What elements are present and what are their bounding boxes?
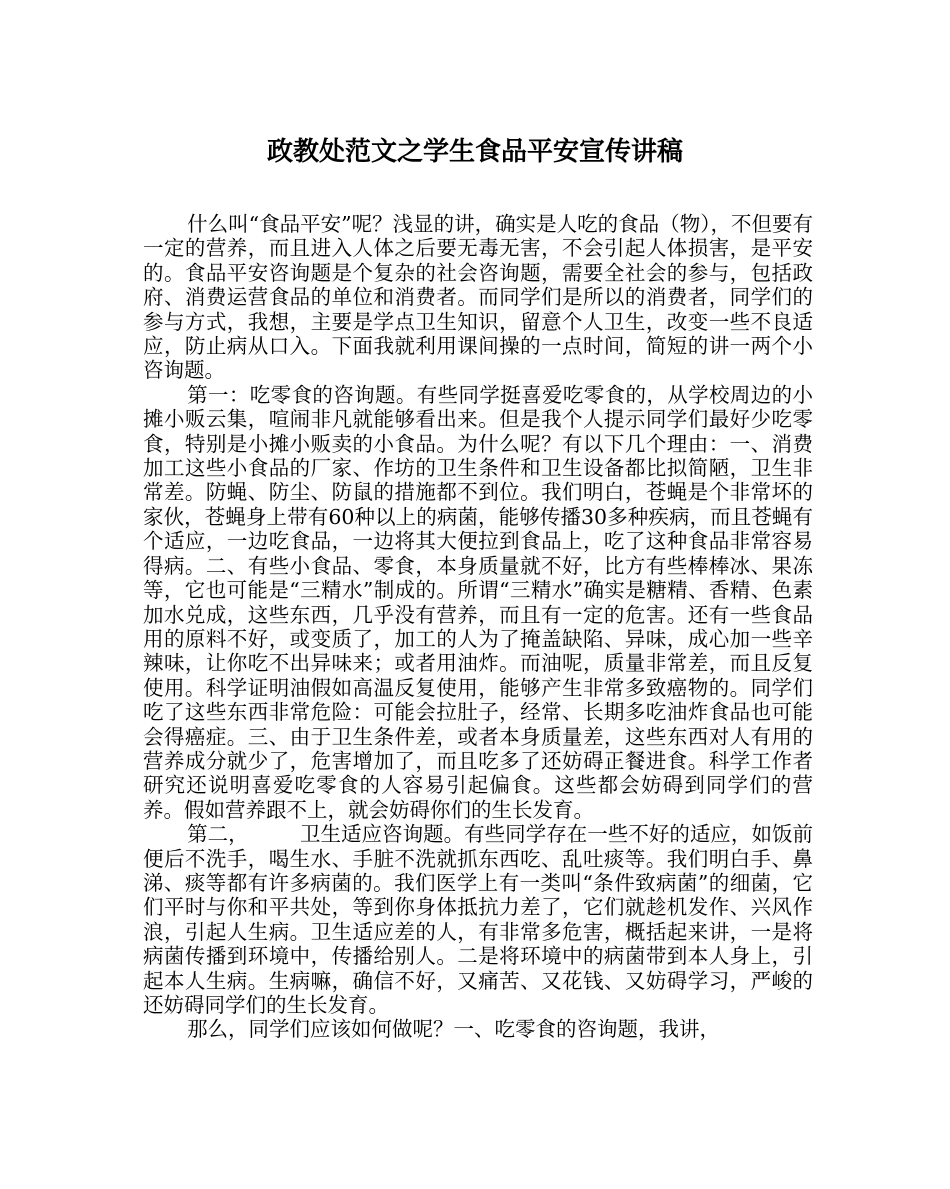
paragraph-what-to-do: 那么，同学们应该如何做呢？一、吃零食的咨询题，我讲， — [187, 1017, 721, 1042]
document-title: 政教处范文之学生食品平安宣传讲稿 — [266, 137, 683, 167]
document-body — [143, 212, 813, 1042]
paragraph-snacks: 第一：吃零食的咨询题。有些同学挺喜爱吃零食的，从学校周边的小摊小贩云集，喧闹非凡就能够看出来。但是我个人提示同学们最好少吃零食，特别是小摊小贩卖的小食品。为什么呢？有以下几个理由：一、消费加工这些小食品的厂家、作坊的卫生条件和卫生设备都比拟简陋，卫生非常差。防蝇、防尘、防鼠的措施都不到位。我们明白，苍蝇是个非常坏的家伙，苍蝇身上带有60种以上的病菌，能够传播30多种疾病，而且苍蝇有个适应，一边吃食品，一边将其大便拉到食品上，吃了这种食品非常容易得病。二、有些小食品、零食，本身质量就不好，比方有些棒棒冰、果冻等，它也可能是“三精水”制成的。所谓“三精水”确实是糖精、香精、色素加水兑成，这些东西，几乎没有营养，而且有一定的危害。还有一些食品用的原料不好，或变质了，加工的人为了掩盖缺陷、异味，成心加一些辛辣味，让你吃不出异味来；或者用油炸。而油呢，质量非常差，而且反复使用。科学证明油假如高温反复使用，能够产生非常多致癌物的。同学们吃了这些东西非常危险：可能会拉肚子，经常、长期多吃油炸食品也可能会得癌症。三、由于卫生条件差，或者本身质量差，这些东西对人有用的营养成分就少了，危害增加了，而且吃多了还妨碍正餐进食。科学工作者研究还说明喜爱吃零食的人容易引起偏食。这些都会妨碍到同学们的营养。假如营养跟不上，就会妨碍你们的生长发育。 — [143, 382, 813, 822]
paragraph-intro: 什么叫“食品平安”呢？浅显的讲，确实是人吃的食品（物），不但要有一定的营养，而且进入人体之后要无毒无害，不会引起人体损害，是平安的。食品平安咨询题是个复杂的社会咨询题，需要全社会的参与，包括政府、消费运营食品的单位和消费者。而同学们是所以的消费者，同学们的参与方式，我想，主要是学点卫生知识，留意个人卫生，改变一些不良适应，防止病从口入。下面我就利用课间操的一点时间，简短的讲一两个小咨询题。 — [143, 212, 813, 383]
paragraph-hygiene: 第二， 卫生适应咨询题。有些同学存在一些不好的适应，如饭前便后不洗手，喝生水、手脏不洗就抓东西吃、乱吐痰等。我们明白手、鼻涕、痰等都有许多病菌的。我们医学上有一类叫“条件致病菌”的细菌，它们平时与你和平共处，等到你身体抵抗力差了，它们就趁机发作、兴风作浪，引起人生病。卫生适应差的人，有非常多危害，概括起来讲，一是将病菌传播到环境中，传播给别人。二是将环境中的病菌带到本人身上，引起本人生病。生病嘛，确信不好，又痛苦、又花钱、又妨碍学习，严峻的还妨碍同学们的生长发育。 — [143, 822, 813, 1017]
